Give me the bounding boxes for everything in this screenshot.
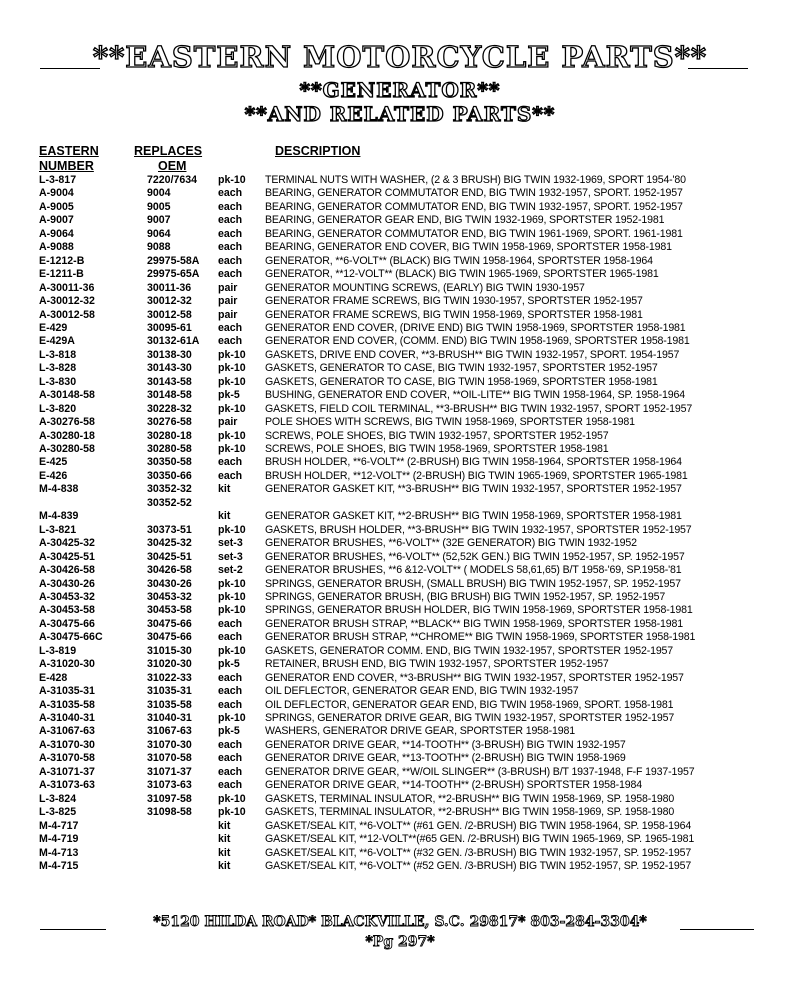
oem-number: 31067-63	[147, 725, 192, 738]
column-header-number: NUMBER	[39, 159, 94, 173]
description: GENERATOR MOUNTING SCREWS, (EARLY) BIG TWIN 1930-1957	[265, 281, 585, 294]
part-number: L-3-830	[39, 375, 77, 388]
oem-number: 9064	[147, 227, 171, 240]
oem-number: 30352-52	[147, 496, 192, 509]
part-number: A-30430-26	[39, 577, 95, 590]
part-number: A-30012-32	[39, 295, 95, 308]
part-number: L-3-819	[39, 644, 77, 657]
description: GASKET/SEAL KIT, **6-VOLT** (#61 GEN. /2-BRUSH) BIG TWIN 1958-1964, SP. 1958-1964	[265, 819, 692, 832]
description: GENERATOR DRIVE GEAR, **14-TOOTH** (2-BRUSH) SPORTSTER 1958-1984	[265, 779, 642, 792]
oem-number: 31040-31	[147, 712, 192, 724]
description: GENERATOR BRUSH STRAP, **CHROME** BIG TWIN 1958-1969, SPORTSTER 1958-1981	[265, 631, 696, 644]
oem-number: 30143-30	[147, 362, 192, 375]
oem-number: 31098-58	[147, 806, 192, 819]
description: GENERATOR DRIVE GEAR, **14-TOOTH** (3-BRUSH) BIG TWIN 1932-1957	[265, 738, 626, 751]
table-row	[0, 793, 800, 806]
table-row	[0, 564, 800, 577]
description: BEARING, GENERATOR COMMUTATOR END, BIG TWIN 1961-1969, SPORT. 1961-1981	[265, 227, 683, 240]
description: GENERATOR END COVER, (DRIVE END) BIG TWIN 1958-1969, SPORTSTER 1958-1981	[265, 321, 686, 334]
part-number: A-31071-37	[39, 765, 95, 778]
table-row	[0, 241, 800, 254]
part-number: M-4-715	[39, 859, 79, 872]
part-number: A-30280-58	[39, 443, 95, 455]
description: GASKETS, DRIVE END COVER, **3-BRUSH** BIG TWIN 1932-1957, SPORT. 1954-1957	[265, 348, 680, 361]
unit: pk-10	[218, 429, 246, 442]
part-number: E-1212-B	[39, 254, 85, 267]
oem-number: 30453-32	[147, 590, 192, 603]
part-number: A-30453-58	[39, 604, 95, 617]
oem-number: 30475-66	[147, 631, 192, 644]
table-row	[0, 416, 800, 429]
oem-number: 30425-51	[147, 550, 192, 563]
section-subtitle: **AND RELATED PARTS**	[244, 102, 556, 126]
table-row	[0, 214, 800, 227]
unit: pk-5	[218, 725, 240, 738]
table-row	[0, 551, 800, 564]
table-row	[0, 403, 800, 416]
description: WASHERS, GENERATOR DRIVE GEAR, SPORTSTER 1958-1981	[265, 725, 576, 738]
unit: pk-10	[218, 174, 246, 186]
description: SPRINGS, GENERATOR BRUSH HOLDER, BIG TWIN 1958-1969, SPORTSTER 1958-1981	[265, 604, 693, 617]
unit: each	[218, 698, 243, 711]
description: TERMINAL NUTS WITH WASHER, (2 & 3 BRUSH) BIG TWIN 1932-1969, SPORT 1954-'80	[265, 174, 686, 186]
unit: pk-5	[218, 658, 240, 671]
oem-number: 30430-26	[147, 577, 192, 590]
unit: each	[218, 779, 243, 792]
description: SPRINGS, GENERATOR DRIVE GEAR, BIG TWIN 1932-1957, SPORTSTER 1952-1957	[265, 712, 675, 724]
unit: each	[218, 321, 243, 334]
table-row	[0, 470, 800, 483]
oem-number: 30138-30	[147, 348, 192, 361]
oem-number: 9007	[147, 214, 171, 227]
oem-number: 30132-61A	[147, 335, 200, 348]
unit: each	[218, 214, 243, 227]
unit: set-3	[218, 537, 243, 550]
page-title: **EASTERN MOTORCYCLE PARTS**	[92, 40, 708, 74]
oem-number: 30011-36	[147, 281, 192, 294]
description: GENERATOR GASKET KIT, **3-BRUSH** BIG TWIN 1932-1957, SPORTSTER 1952-1957	[265, 483, 682, 496]
unit: pk-10	[218, 577, 246, 590]
oem-number: 30475-66	[147, 617, 192, 630]
part-number: A-9004	[39, 187, 74, 200]
table-row	[0, 456, 800, 469]
unit: pk-10	[218, 604, 246, 617]
description: RETAINER, BRUSH END, BIG TWIN 1932-1957, SPORTSTER 1952-1957	[265, 658, 609, 671]
oem-number: 30453-58	[147, 604, 192, 617]
table-row	[0, 524, 800, 537]
oem-number: 30425-32	[147, 537, 192, 550]
description: BRUSH HOLDER, **6-VOLT** (2-BRUSH) BIG TWIN 1958-1964, SPORTSTER 1958-1964	[265, 456, 682, 469]
description: BEARING, GENERATOR END COVER, BIG TWIN 1958-1969, SPORTSTER 1958-1981	[265, 241, 672, 254]
table-row	[0, 752, 800, 765]
oem-number: 31035-31	[147, 685, 192, 698]
unit: kit	[218, 859, 231, 872]
part-number: A-31035-31	[39, 685, 95, 698]
description: POLE SHOES WITH SCREWS, BIG TWIN 1958-1969, SPORTSTER 1958-1981	[265, 416, 635, 429]
unit: set-3	[218, 550, 243, 563]
part-number: M-4-838	[39, 483, 79, 496]
part-number: M-4-839	[39, 510, 79, 523]
unit: pk-10	[218, 590, 246, 603]
table-row	[0, 322, 800, 335]
oem-number: 30095-61	[147, 321, 192, 334]
oem-number: 30280-18	[147, 429, 192, 442]
oem-number: 30012-32	[147, 295, 192, 308]
description: GENERATOR FRAME SCREWS, BIG TWIN 1930-1957, SPORTSTER 1952-1957	[265, 295, 643, 308]
part-number: E-1211-B	[39, 268, 84, 281]
table-row	[0, 604, 800, 617]
description: GENERATOR DRIVE GEAR, **W/OIL SLINGER** (3-BRUSH) B/T 1937-1948, F-F 1937-1957	[265, 765, 695, 778]
part-number: M-4-719	[39, 833, 79, 846]
part-number: L-3-820	[39, 402, 77, 415]
description: GASKET/SEAL KIT, **12-VOLT**(#65 GEN. /2-BRUSH) BIG TWIN 1965-1969, SP. 1965-1981	[265, 833, 695, 846]
part-number: A-30426-58	[39, 564, 95, 577]
table-row	[0, 443, 800, 456]
table-row	[0, 712, 800, 725]
table-row	[0, 820, 800, 833]
table-row	[0, 685, 800, 698]
table-row	[0, 645, 800, 658]
unit: each	[218, 631, 243, 644]
unit: each	[218, 752, 243, 765]
unit: pair	[218, 308, 238, 321]
table-row	[0, 268, 800, 281]
table-row	[0, 335, 800, 348]
description: GENERATOR, **6-VOLT** (BLACK) BIG TWIN 1958-1964, SPORTSTER 1958-1964	[265, 254, 653, 267]
unit: pk-10	[218, 523, 246, 536]
oem-number: 30228-32	[147, 402, 192, 415]
table-row	[0, 483, 800, 496]
description: GENERATOR BRUSHES, **6 &12-VOLT** ( MODELS 58,61,65) B/T 1958-'69, SP.1958-'81	[265, 564, 682, 577]
section-title: **GENERATOR**	[299, 78, 501, 102]
column-header-eastern: EASTERN	[39, 144, 99, 158]
unit: each	[218, 456, 243, 469]
description: GASKETS, GENERATOR TO CASE, BIG TWIN 1932-1957, SPORTSTER 1952-1957	[265, 362, 658, 375]
oem-number: 30352-32	[147, 483, 192, 496]
oem-number: 29975-58A	[147, 254, 200, 267]
oem-number: 29975-65A	[147, 268, 200, 281]
unit: pk-5	[218, 389, 240, 402]
table-row	[0, 739, 800, 752]
part-number: A-30425-51	[39, 550, 95, 563]
table-row	[0, 187, 800, 200]
oem-number: 9004	[147, 187, 171, 200]
table-row	[0, 806, 800, 819]
oem-number: 30350-66	[147, 469, 192, 482]
description: GASKETS, TERMINAL INSULATOR, **2-BRUSH** BIG TWIN 1958-1969, SP. 1958-1980	[265, 792, 675, 805]
description: GENERATOR FRAME SCREWS, BIG TWIN 1958-1969, SPORTSTER 1958-1981	[265, 308, 643, 321]
description: GASKETS, GENERATOR COMM. END, BIG TWIN 1932-1957, SPORTSTER 1952-1957	[265, 644, 674, 657]
part-number: A-31040-31	[39, 712, 95, 724]
unit: kit	[218, 819, 231, 832]
part-number: A-31070-58	[39, 752, 95, 765]
unit: each	[218, 200, 243, 213]
unit: each	[218, 617, 243, 630]
table-row	[0, 389, 800, 402]
description: OIL DEFLECTOR, GENERATOR GEAR END, BIG TWIN 1932-1957	[265, 685, 579, 698]
unit: pk-10	[218, 644, 246, 657]
table-row	[0, 510, 800, 523]
part-number: L-3-828	[39, 362, 77, 375]
description: BRUSH HOLDER, **12-VOLT** (2-BRUSH) BIG TWIN 1965-1969, SPORTSTER 1965-1981	[265, 469, 688, 482]
description: GENERATOR END COVER, (COMM. END) BIG TWIN 1958-1969, SPORTSTER 1958-1981	[265, 335, 690, 348]
table-row	[0, 309, 800, 322]
part-number: A-30011-36	[39, 281, 95, 294]
part-number: M-4-717	[39, 819, 79, 832]
oem-number: 31097-58	[147, 792, 192, 805]
unit: each	[218, 187, 243, 200]
oem-number: 9088	[147, 241, 171, 254]
unit: kit	[218, 510, 231, 523]
part-number: A-30475-66	[39, 617, 95, 630]
table-row	[0, 255, 800, 268]
description: GENERATOR BRUSH STRAP, **BLACK** BIG TWIN 1958-1969, SPORTSTER 1958-1981	[265, 617, 684, 630]
part-number: A-30475-66C	[39, 631, 103, 644]
table-row	[0, 766, 800, 779]
description: GENERATOR BRUSHES, **6-VOLT** (32E GENERATOR) BIG TWIN 1932-1952	[265, 537, 637, 550]
description: SPRINGS, GENERATOR BRUSH, (BIG BRUSH) BIG TWIN 1952-1957, SP. 1952-1957	[265, 590, 666, 603]
description: GENERATOR GASKET KIT, **2-BRUSH** BIG TWIN 1958-1969, SPORTSTER 1958-1981	[265, 510, 682, 523]
table-row	[0, 672, 800, 685]
description: GASKETS, TERMINAL INSULATOR, **2-BRUSH** BIG TWIN 1958-1969, SP. 1958-1980	[265, 806, 675, 819]
part-number: E-428	[39, 671, 68, 684]
table-row	[0, 658, 800, 671]
footer-address: *5120 HILDA ROAD* BLACKVILLE, S.C. 29817* 803-284-3304*	[153, 914, 647, 930]
part-number: A-30453-32	[39, 590, 95, 603]
part-number: A-30425-32	[39, 537, 95, 550]
part-number: A-30280-18	[39, 429, 95, 442]
oem-number: 31022-33	[147, 671, 192, 684]
oem-number: 30373-51	[147, 523, 192, 536]
part-number: A-30276-58	[39, 416, 95, 429]
oem-number: 31015-30	[147, 644, 192, 657]
oem-number: 7220/7634	[147, 174, 198, 186]
column-header-oem: OEM	[158, 159, 187, 173]
description: BEARING, GENERATOR GEAR END, BIG TWIN 1932-1969, SPORTSTER 1952-1981	[265, 214, 665, 227]
unit: each	[218, 335, 243, 348]
unit: pk-10	[218, 806, 246, 819]
description: GASKET/SEAL KIT, **6-VOLT** (#32 GEN. /3-BRUSH) BIG TWIN 1932-1957, SP. 1952-1957	[265, 846, 692, 859]
unit: each	[218, 469, 243, 482]
unit: pk-10	[218, 792, 246, 805]
part-number: A-9064	[39, 227, 74, 240]
part-number: A-31070-30	[39, 738, 95, 751]
part-number: A-9007	[39, 214, 74, 227]
unit: each	[218, 685, 243, 698]
part-number: A-9005	[39, 200, 74, 213]
part-number: M-4-713	[39, 846, 79, 859]
unit: pk-10	[218, 375, 246, 388]
unit: pk-10	[218, 712, 246, 724]
table-row	[0, 618, 800, 631]
description: SCREWS, POLE SHOES, BIG TWIN 1958-1969, SPORTSTER 1958-1981	[265, 443, 609, 455]
table-row	[0, 591, 800, 604]
description: OIL DEFLECTOR, GENERATOR GEAR END, BIG TWIN 1958-1969, SPORT. 1958-1981	[265, 698, 674, 711]
oem-number: 9005	[147, 200, 171, 213]
table-row	[0, 631, 800, 644]
unit: pair	[218, 295, 238, 308]
part-number: A-31073-63	[39, 779, 95, 792]
table-row	[0, 228, 800, 241]
table-row	[0, 349, 800, 362]
oem-number: 31070-58	[147, 752, 192, 765]
unit: pk-10	[218, 443, 246, 455]
oem-number: 30148-58	[147, 389, 192, 402]
part-number: A-30012-58	[39, 308, 95, 321]
table-row	[0, 578, 800, 591]
description: GENERATOR BRUSHES, **6-VOLT** (52,52K GEN.) BIG TWIN 1952-1957, SP. 1952-1957	[265, 550, 685, 563]
oem-number: 30426-58	[147, 564, 192, 577]
part-number: L-3-821	[39, 523, 77, 536]
oem-number: 31071-37	[147, 765, 192, 778]
unit: each	[218, 765, 243, 778]
oem-number: 31020-30	[147, 658, 192, 671]
part-number: L-3-817	[39, 174, 77, 186]
description: BEARING, GENERATOR COMMUTATOR END, BIG TWIN 1932-1957, SPORT. 1952-1957	[265, 200, 683, 213]
part-number: A-31020-30	[39, 658, 95, 671]
unit: pair	[218, 281, 238, 294]
unit: kit	[218, 833, 231, 846]
description: GENERATOR DRIVE GEAR, **13-TOOTH** (2-BRUSH) BIG TWIN 1958-1969	[265, 752, 626, 765]
column-header-replaces: REPLACES	[134, 144, 203, 158]
table-row	[0, 725, 800, 738]
unit: each	[218, 241, 243, 254]
oem-number: 31035-58	[147, 698, 192, 711]
table-row	[0, 282, 800, 295]
oem-number: 30143-58	[147, 375, 192, 388]
table-row	[0, 362, 800, 375]
part-number: E-429A	[39, 335, 75, 348]
description: GASKETS, GENERATOR TO CASE, BIG TWIN 1958-1969, SPORTSTER 1958-1981	[265, 375, 658, 388]
part-number: A-31067-63	[39, 725, 95, 738]
unit: pk-10	[218, 402, 246, 415]
table-row	[0, 201, 800, 214]
table-row	[0, 497, 800, 510]
unit: each	[218, 738, 243, 751]
part-number: E-425	[39, 456, 68, 469]
description: BUSHING, GENERATOR END COVER, **OIL-LITE** BIG TWIN 1958-1964, SP. 1958-1964	[265, 389, 685, 402]
description: SPRINGS, GENERATOR BRUSH, (SMALL BRUSH) BIG TWIN 1952-1957, SP. 1952-1957	[265, 577, 681, 590]
table-row	[0, 295, 800, 308]
table-row	[0, 860, 800, 873]
table-row	[0, 376, 800, 389]
unit: each	[218, 254, 243, 267]
table-row	[0, 699, 800, 712]
part-number: A-31035-58	[39, 698, 95, 711]
part-number: A-9088	[39, 241, 74, 254]
description: GENERATOR, **12-VOLT** (BLACK) BIG TWIN 1965-1969, SPORTSTER 1965-1981	[265, 268, 659, 281]
description: GASKETS, FIELD COIL TERMINAL, **3-BRUSH** BIG TWIN 1932-1957, SPORT 1952-1957	[265, 402, 693, 415]
page-number: *Pg 297*	[365, 934, 435, 950]
table-row	[0, 537, 800, 550]
unit: pair	[218, 416, 238, 429]
description: BEARING, GENERATOR COMMUTATOR END, BIG TWIN 1932-1957, SPORT. 1952-1957	[265, 187, 683, 200]
table-row	[0, 430, 800, 443]
description: GENERATOR END COVER, **3-BRUSH** BIG TWIN 1932-1957, SPORTSTER 1952-1957	[265, 671, 684, 684]
oem-number: 30012-58	[147, 308, 192, 321]
unit: pk-10	[218, 348, 246, 361]
table-row	[0, 847, 800, 860]
table-row	[0, 174, 800, 187]
part-number: E-429	[39, 321, 68, 334]
unit: each	[218, 227, 243, 240]
unit: kit	[218, 846, 231, 859]
description: GASKETS, BRUSH HOLDER, **3-BRUSH** BIG TWIN 1932-1957, SPORTSTER 1952-1957	[265, 523, 692, 536]
description: SCREWS, POLE SHOES, BIG TWIN 1932-1957, SPORTSTER 1952-1957	[265, 429, 609, 442]
unit: each	[218, 671, 243, 684]
table-row	[0, 833, 800, 846]
part-number: A-30148-58	[39, 389, 95, 402]
oem-number: 30276-58	[147, 416, 192, 429]
oem-number: 30350-58	[147, 456, 192, 469]
column-header-description: DESCRIPTION	[275, 144, 361, 158]
table-row	[0, 779, 800, 792]
oem-number: 30280-58	[147, 443, 192, 455]
part-number: L-3-824	[39, 792, 77, 805]
description: GASKET/SEAL KIT, **6-VOLT** (#52 GEN. /3-BRUSH) BIG TWIN 1952-1957, SP. 1952-1957	[265, 859, 692, 872]
oem-number: 31073-63	[147, 779, 192, 792]
part-number: L-3-818	[39, 348, 77, 361]
unit: set-2	[218, 564, 243, 577]
part-number: E-426	[39, 469, 68, 482]
unit: kit	[218, 483, 231, 496]
unit: each	[218, 268, 243, 281]
part-number: L-3-825	[39, 806, 77, 819]
oem-number: 31070-30	[147, 738, 192, 751]
unit: pk-10	[218, 362, 246, 375]
